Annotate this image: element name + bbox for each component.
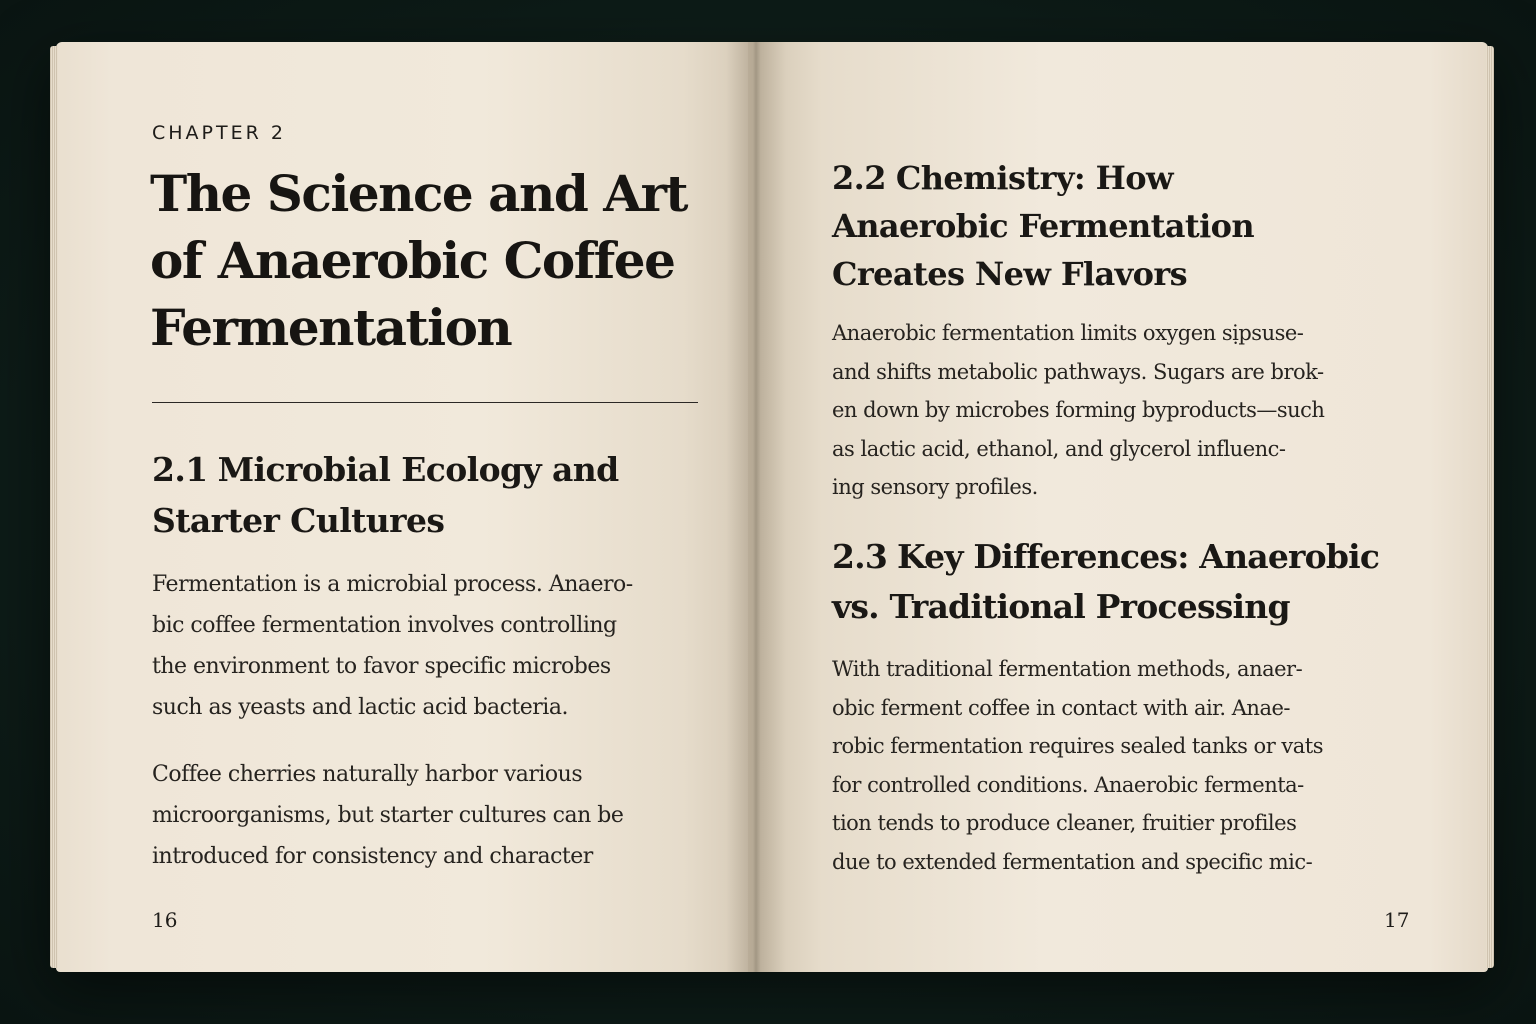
section-heading-line: [832, 154, 1254, 202]
section-title-text: Microbial Ecology and: [217, 450, 619, 489]
paragraph-chemistry: [832, 314, 1324, 507]
section-heading-2-2: [832, 154, 1254, 298]
section-heading-line: Starter Cultures: [152, 501, 445, 540]
paragraph-microbial-process: [152, 564, 633, 728]
right-page: [748, 42, 1488, 972]
title-divider: [152, 402, 698, 403]
paragraph-starter-cultures: [152, 754, 623, 877]
text-line: and shifts metabolic pathways. Sugars are brok-: [832, 359, 1324, 384]
section-title-text: Key Differences: Anaerobic: [897, 537, 1380, 576]
text-line: microorganisms, but starter cultures can be: [152, 803, 624, 828]
page-number-left: 16: [152, 908, 178, 932]
section-heading-line: Creates New Flavors: [832, 255, 1188, 293]
text-line: Coffee cherries naturally harbor various: [152, 762, 583, 787]
text-line: ing sensory profiles.: [832, 475, 1038, 499]
section-heading-line: [832, 532, 1379, 582]
text-line: With traditional fermentation methods, anaer-: [832, 657, 1303, 681]
chapter-title: [150, 160, 730, 361]
text-line: Fermentation is a microbial process. Anaero-: [152, 572, 633, 597]
text-line: Anaerobic fermentation limits oxygen sịpsuse-: [832, 321, 1304, 345]
text-line: introduced for consistency and character: [152, 844, 593, 869]
chapter-title-line: of Anaerobic Coffee: [150, 231, 675, 290]
section-heading-line: [152, 444, 619, 495]
section-number: 2.1: [152, 450, 208, 489]
section-number: 2.2: [832, 159, 886, 197]
text-line: as lactic acid, ethanol, and glycerol influenc-: [832, 436, 1286, 461]
section-number: 2.3: [832, 537, 888, 576]
section-heading-2-1: [152, 444, 619, 546]
text-line: obic ferment coffee in contact with air. Anae-: [832, 695, 1291, 720]
text-line: bic coffee fermentation involves controlling: [152, 613, 617, 638]
text-line: robic fermentation requires sealed tanks or vats: [832, 734, 1324, 759]
left-page: [56, 42, 768, 972]
open-book: [56, 42, 1488, 972]
page-number-right: 17: [1384, 908, 1410, 932]
text-line: the environment to favor specific microbes: [152, 654, 611, 679]
right-page-edge: [1486, 46, 1494, 968]
left-page-edge: [50, 46, 58, 968]
chapter-title-line: The Science and Art: [150, 164, 688, 223]
paragraph-key-differences: [832, 650, 1323, 882]
chapter-title-line: Fermentation: [150, 298, 512, 357]
text-line: en down by microbes forming byproducts—such: [832, 398, 1325, 422]
text-line: tion tends to produce cleaner, fruitier profiles: [832, 811, 1297, 836]
chapter-label: CHAPTER 2: [152, 122, 286, 144]
text-line: for controlled conditions. Anaerobic fermenta-: [832, 772, 1304, 797]
section-heading-2-3: [832, 532, 1379, 632]
book-spine-gutter: [726, 42, 786, 972]
text-line: due to extended fermentation and specific mic-: [832, 849, 1313, 874]
text-line: such as yeasts and lactic acid bacteria.: [152, 695, 568, 720]
section-heading-line: Anaerobic Fermentation: [832, 207, 1255, 245]
section-heading-line: vs. Traditional Processing: [832, 587, 1290, 626]
section-title-text: Chemistry: How: [895, 159, 1173, 197]
